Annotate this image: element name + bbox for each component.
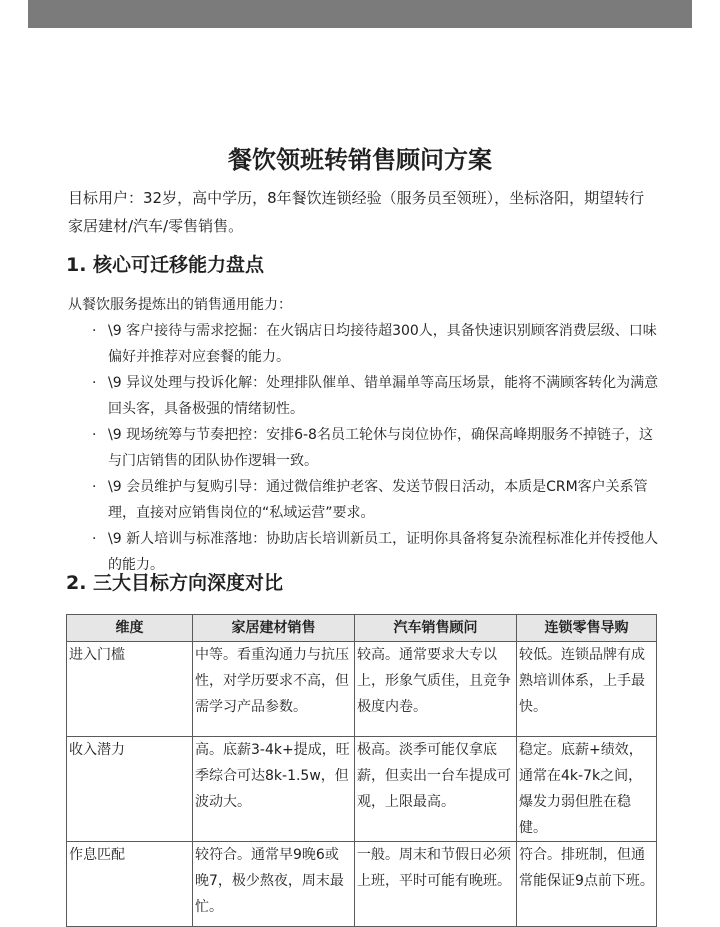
column-header: 家居建材销售 <box>193 615 355 642</box>
table-row <box>67 737 657 842</box>
column-header: 汽车销售顾问 <box>355 615 517 642</box>
table-cell: 一般。周末和节假日必须上班，平时可能有晚班。 <box>355 842 517 927</box>
table-cell: 较低。连锁品牌有成熟培训体系，上手最快。 <box>517 642 657 737</box>
list-item <box>90 474 660 526</box>
table-cell: 进入门槛 <box>67 642 193 737</box>
abilities-list <box>90 318 660 578</box>
table-cell: 极高。淡季可能仅拿底薪，但卖出一台车提成可观，上限最高。 <box>355 737 517 842</box>
list-item-text: \9 新人培训与标准落地：协助店长培训新员工，证明你具备将复杂流程标准化并传授他人的能力。 <box>108 531 659 573</box>
viewer-top-bar <box>0 0 720 28</box>
document-title: 餐饮领班转销售顾问方案 <box>228 146 492 174</box>
bullet-marker: · <box>92 479 97 495</box>
viewer-toolbar-strip <box>28 0 692 28</box>
column-header: 连锁零售导购 <box>517 615 657 642</box>
table-cell: 稳定。底薪+绩效，通常在4k-7k之间，爆发力弱但胜在稳健。 <box>517 737 657 842</box>
table-row <box>67 842 657 927</box>
table-header-row <box>67 615 657 642</box>
list-item <box>90 318 660 370</box>
column-header: 维度 <box>67 615 193 642</box>
bullet-marker: · <box>92 427 97 443</box>
bullet-marker: · <box>92 531 97 547</box>
table-cell: 高。底薪3-4k+提成，旺季综合可达8k-1.5w，但波动大。 <box>193 737 355 842</box>
abilities-lead-text: 从餐饮服务提炼出的销售通用能力： <box>68 297 292 313</box>
list-item-text: \9 客户接待与需求挖掘：在火锅店日均接待超300人，具备快速识别顾客消费层级、口味偏好并推荐对应套餐的能力。 <box>108 323 657 365</box>
table-cell: 收入潜力 <box>67 737 193 842</box>
bullet-marker: · <box>92 375 97 391</box>
section-heading-comparison: 2. 三大目标方向深度对比 <box>66 572 284 594</box>
comparison-table <box>66 614 657 927</box>
list-item-text: \9 异议处理与投诉化解：处理排队催单、错单漏单等高压场景，能将不满顾客转化为满意回头客，具备极强的情绪韧性。 <box>108 375 659 417</box>
section-heading-abilities: 1. 核心可迁移能力盘点 <box>66 254 265 276</box>
list-item-text: \9 会员维护与复购引导：通过微信维护老客、发送节假日活动，本质是CRM客户关系管理，直接对应销售岗位的“私域运营”要求。 <box>108 479 648 521</box>
table-cell: 较高。通常要求大专以上，形象气质佳，且竞争极度内卷。 <box>355 642 517 737</box>
table-row <box>67 642 657 737</box>
table-cell: 中等。看重沟通力与抗压性，对学历要求不高，但需学习产品参数。 <box>193 642 355 737</box>
bullet-marker: · <box>92 323 97 339</box>
list-item <box>90 370 660 422</box>
list-item <box>90 422 660 474</box>
target-user-intro: 目标用户：32岁，高中学历，8年餐饮连锁经验（服务员至领班），坐标洛阳，期望转行家居建材/汽车/零售销售。 <box>68 189 645 235</box>
table-cell: 作息匹配 <box>67 842 193 927</box>
document-page <box>0 28 720 915</box>
list-item-text: \9 现场统筹与节奏把控：安排6-8名员工轮休与岗位协作，确保高峰期服务不掉链子，这与门店销售的团队协作逻辑一致。 <box>108 427 653 469</box>
table-cell: 符合。排班制，但通常能保证9点前下班。 <box>517 842 657 927</box>
table-cell: 较符合。通常早9晚6或晚7，极少熬夜，周末最忙。 <box>193 842 355 927</box>
